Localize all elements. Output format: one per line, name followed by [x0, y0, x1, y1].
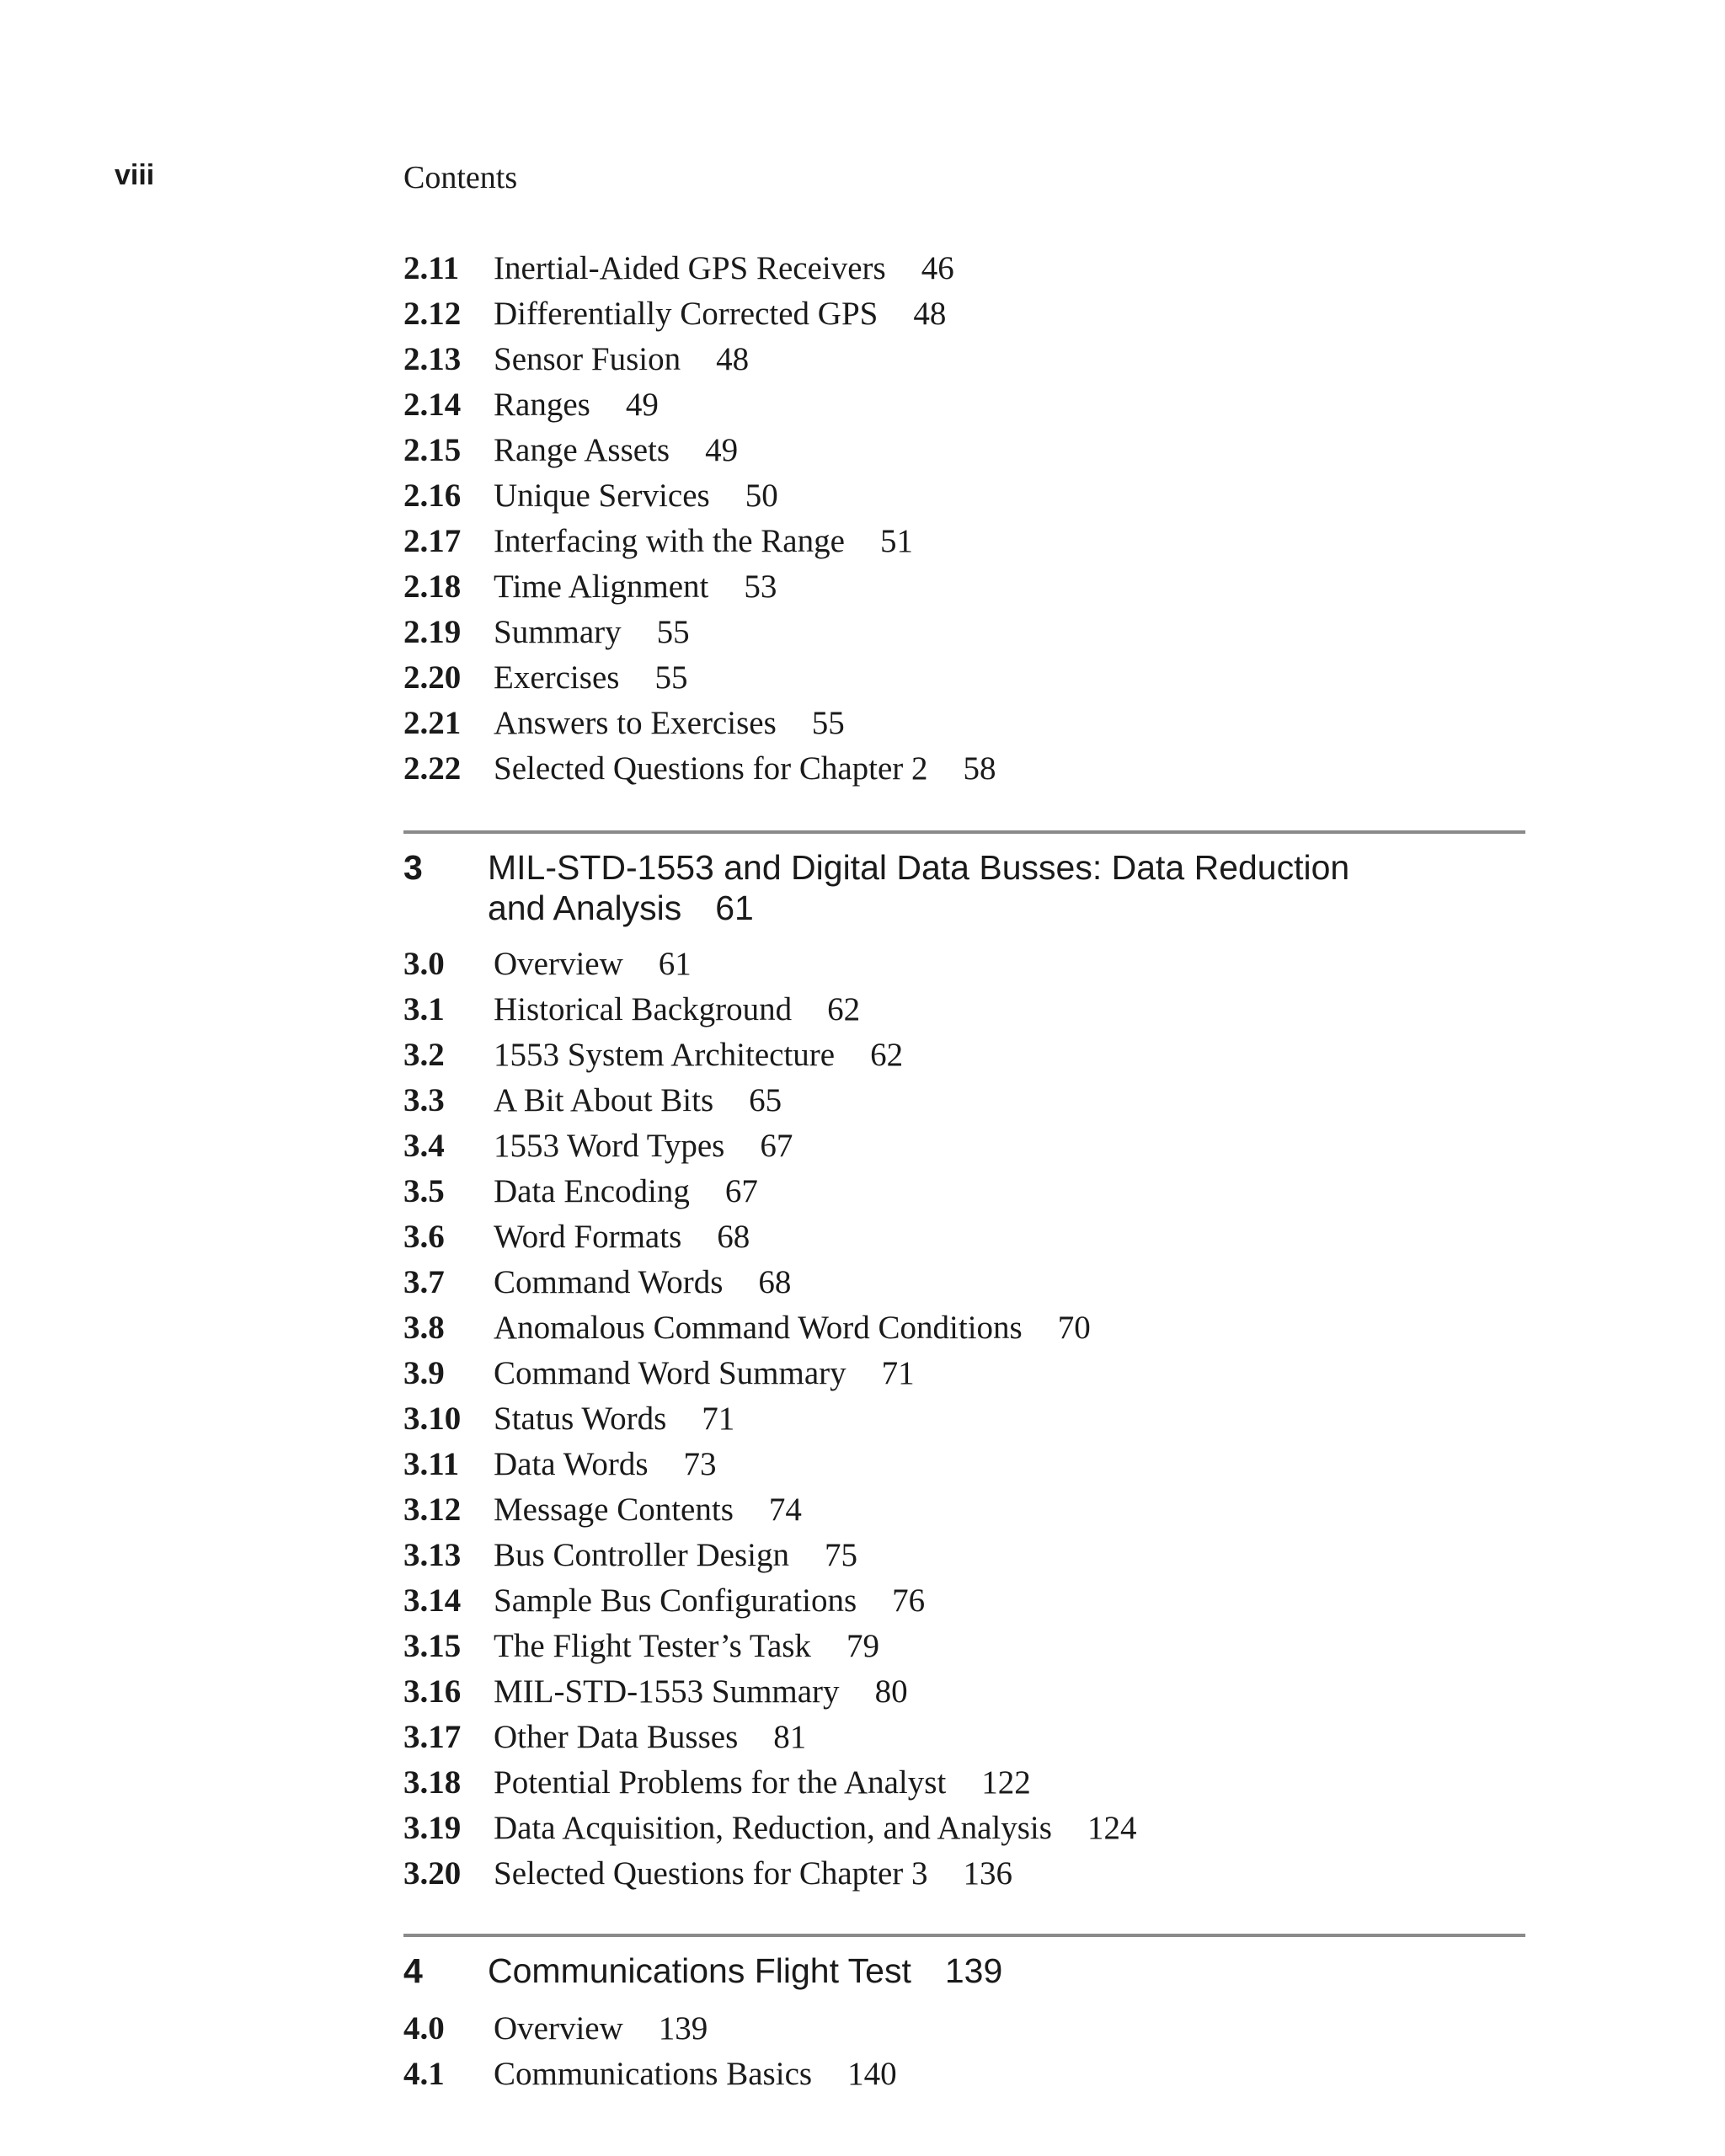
section-number: 2.12: [403, 296, 462, 332]
section-number: 3.2: [403, 1037, 445, 1073]
toc-entry: [403, 942, 1524, 987]
toc-entry: [403, 1214, 1524, 1260]
toc-list-chapter-2: [403, 246, 1524, 792]
toc-entry: [403, 473, 1524, 519]
section-number: 3.13: [403, 1537, 462, 1573]
section-page-number: 55: [654, 659, 688, 696]
toc-entry: [403, 1533, 1524, 1578]
section-number: 3.16: [403, 1673, 462, 1710]
toc-entry: [403, 428, 1524, 473]
section-page-number: 75: [824, 1537, 857, 1573]
toc-entry: [403, 1305, 1524, 1351]
section-page-number: 73: [683, 1446, 717, 1482]
section-number: 2.16: [403, 478, 462, 514]
section-number: 2.11: [403, 250, 460, 286]
toc-entry: [403, 1442, 1524, 1487]
toc-entry: [403, 1033, 1524, 1078]
section-title: Interfacing with the Range: [494, 523, 845, 559]
section-page-number: 122: [981, 1764, 1031, 1801]
section-number: 2.21: [403, 705, 462, 741]
section-page-number: 81: [773, 1719, 807, 1755]
section-page-number: 140: [847, 2056, 897, 2092]
section-title: Differentially Corrected GPS: [494, 296, 879, 332]
chapter-heading-4: [403, 1951, 1524, 1991]
section-title: Selected Questions for Chapter 2: [494, 750, 928, 787]
page-number: viii: [115, 159, 155, 191]
chapter-divider-rule: [403, 1934, 1525, 1937]
toc-list-chapter-3: [403, 942, 1524, 1897]
section-page-number: 68: [758, 1264, 792, 1300]
section-page-number: 62: [827, 991, 861, 1027]
section-title: Summary: [494, 614, 622, 650]
section-number: 3.1: [403, 991, 445, 1027]
section-number: 3.3: [403, 1082, 445, 1118]
toc-entry: [403, 382, 1524, 428]
section-page-number: 53: [744, 568, 777, 605]
chapter-title: [488, 847, 1448, 928]
section-number: 3.6: [403, 1219, 445, 1255]
section-number: 2.17: [403, 523, 462, 559]
section-title: Data Acquisition, Reduction, and Analysis: [494, 1810, 1052, 1846]
section-number: 4.0: [403, 2010, 445, 2047]
section-page-number: 49: [705, 432, 739, 468]
section-page-number: 51: [879, 523, 913, 559]
section-title: Data Words: [494, 1446, 649, 1482]
section-page-number: 48: [716, 341, 750, 377]
section-title: Exercises: [494, 659, 620, 696]
section-number: 2.18: [403, 568, 462, 605]
section-number: 3.17: [403, 1719, 462, 1755]
toc-entry: [403, 564, 1524, 610]
section-title: Potential Problems for the Analyst: [494, 1764, 947, 1801]
section-title: Bus Controller Design: [494, 1537, 789, 1573]
toc-entry: [403, 1851, 1524, 1897]
section-page-number: 136: [963, 1855, 1013, 1892]
section-number: 2.14: [403, 387, 462, 423]
section-number: 4.1: [403, 2056, 445, 2092]
section-page-number: 70: [1057, 1310, 1091, 1346]
section-title: Data Encoding: [494, 1173, 690, 1209]
running-head: Contents: [403, 160, 518, 195]
section-number: 3.20: [403, 1855, 462, 1892]
toc-entry: [403, 701, 1524, 746]
chapter-title: [488, 1951, 1448, 1991]
toc-entry: [403, 1169, 1524, 1214]
section-page-number: 55: [811, 705, 845, 741]
section-title: Command Words: [494, 1264, 724, 1300]
section-number: 3.9: [403, 1355, 445, 1391]
toc-list-chapter-4: [403, 2006, 1524, 2097]
section-number: 3.4: [403, 1128, 445, 1164]
section-number: 3.5: [403, 1173, 445, 1209]
toc-entry: [403, 1260, 1524, 1305]
chapter-number: 3: [403, 848, 423, 887]
chapter-title-text: Communications Flight Test: [488, 1951, 911, 1990]
section-title: The Flight Tester’s Task: [494, 1628, 811, 1664]
section-title: Ranges: [494, 387, 590, 423]
section-title: Word Formats: [494, 1219, 682, 1255]
toc-entry: [403, 337, 1524, 382]
section-title: MIL-STD-1553 Summary: [494, 1673, 840, 1710]
toc-entry: [403, 2052, 1524, 2097]
chapter-heading-3: [403, 847, 1524, 928]
section-number: 2.15: [403, 432, 462, 468]
section-title: Communications Basics: [494, 2056, 813, 2092]
section-page-number: 139: [658, 2010, 708, 2047]
section-title: A Bit About Bits: [494, 1082, 714, 1118]
toc-entry: [403, 519, 1524, 564]
section-number: 3.19: [403, 1810, 462, 1846]
section-page-number: 79: [846, 1628, 879, 1664]
section-title: Overview: [494, 946, 623, 982]
section-page-number: 49: [625, 387, 659, 423]
section-page-number: 67: [724, 1173, 758, 1209]
section-page-number: 46: [921, 250, 954, 286]
section-title: Inertial-Aided GPS Receivers: [494, 250, 886, 286]
toc-entry: [403, 746, 1524, 792]
toc-entry: [403, 1624, 1524, 1669]
chapter-title-line-1: MIL-STD-1553 and Digital Data Busses: Data Reduction: [488, 848, 1350, 887]
section-title: 1553 Word Types: [494, 1128, 725, 1164]
section-number: 3.10: [403, 1401, 462, 1437]
toc-entry: [403, 987, 1524, 1033]
section-title: Historical Background: [494, 991, 793, 1027]
section-title: Sensor Fusion: [494, 341, 681, 377]
section-title: Anomalous Command Word Conditions: [494, 1310, 1023, 1346]
section-page-number: 58: [963, 750, 996, 787]
chapter-number: 4: [403, 1951, 423, 1990]
section-number: 3.8: [403, 1310, 445, 1346]
section-number: 2.13: [403, 341, 462, 377]
toc-entry: [403, 1078, 1524, 1123]
section-page-number: 80: [874, 1673, 908, 1710]
section-page-number: 55: [656, 614, 690, 650]
section-title: Sample Bus Configurations: [494, 1582, 857, 1619]
toc-entry: [403, 2006, 1524, 2052]
section-page-number: 76: [892, 1582, 926, 1619]
section-page-number: 71: [881, 1355, 915, 1391]
section-number: 2.20: [403, 659, 462, 696]
section-page-number: 74: [768, 1492, 802, 1528]
section-title: Command Word Summary: [494, 1355, 846, 1391]
toc-entry: [403, 1396, 1524, 1442]
toc-entry: [403, 1760, 1524, 1806]
section-number: 2.19: [403, 614, 462, 650]
section-page-number: 61: [658, 946, 692, 982]
section-page-number: 124: [1087, 1810, 1137, 1846]
toc-entry: [403, 246, 1524, 291]
section-title: Time Alignment: [494, 568, 709, 605]
toc-entry: [403, 655, 1524, 701]
section-title: Message Contents: [494, 1492, 734, 1528]
toc-entry: [403, 1715, 1524, 1760]
section-page-number: 65: [749, 1082, 782, 1118]
section-number: 3.15: [403, 1628, 462, 1664]
toc-entry: [403, 1123, 1524, 1169]
section-number: 3.7: [403, 1264, 445, 1300]
section-title: Selected Questions for Chapter 3: [494, 1855, 928, 1892]
toc-entry: [403, 291, 1524, 337]
toc-entry: [403, 610, 1524, 655]
toc-entry: [403, 1669, 1524, 1715]
chapter-divider-rule: [403, 830, 1525, 834]
section-number: 3.0: [403, 946, 445, 982]
section-number: 2.22: [403, 750, 462, 787]
chapter-page-number: 61: [715, 889, 754, 927]
section-page-number: 48: [913, 296, 947, 332]
section-page-number: 50: [745, 478, 778, 514]
section-title: Range Assets: [494, 432, 670, 468]
toc-entry: [403, 1487, 1524, 1533]
section-title: Overview: [494, 2010, 623, 2047]
section-number: 3.11: [403, 1446, 460, 1482]
section-title: 1553 System Architecture: [494, 1037, 836, 1073]
section-page-number: 71: [702, 1401, 735, 1437]
section-number: 3.14: [403, 1582, 462, 1619]
toc-entry: [403, 1806, 1524, 1851]
chapter-title-line-2: and Analysis: [488, 889, 682, 927]
section-title: Answers to Exercises: [494, 705, 777, 741]
chapter-page-number: 139: [944, 1951, 1003, 1990]
section-page-number: 62: [870, 1037, 904, 1073]
section-page-number: 68: [717, 1219, 750, 1255]
section-number: 3.18: [403, 1764, 462, 1801]
section-title: Other Data Busses: [494, 1719, 739, 1755]
section-title: Unique Services: [494, 478, 710, 514]
section-number: 3.12: [403, 1492, 462, 1528]
section-page-number: 67: [760, 1128, 793, 1164]
toc-entry: [403, 1351, 1524, 1396]
toc-entry: [403, 1578, 1524, 1624]
section-title: Status Words: [494, 1401, 667, 1437]
